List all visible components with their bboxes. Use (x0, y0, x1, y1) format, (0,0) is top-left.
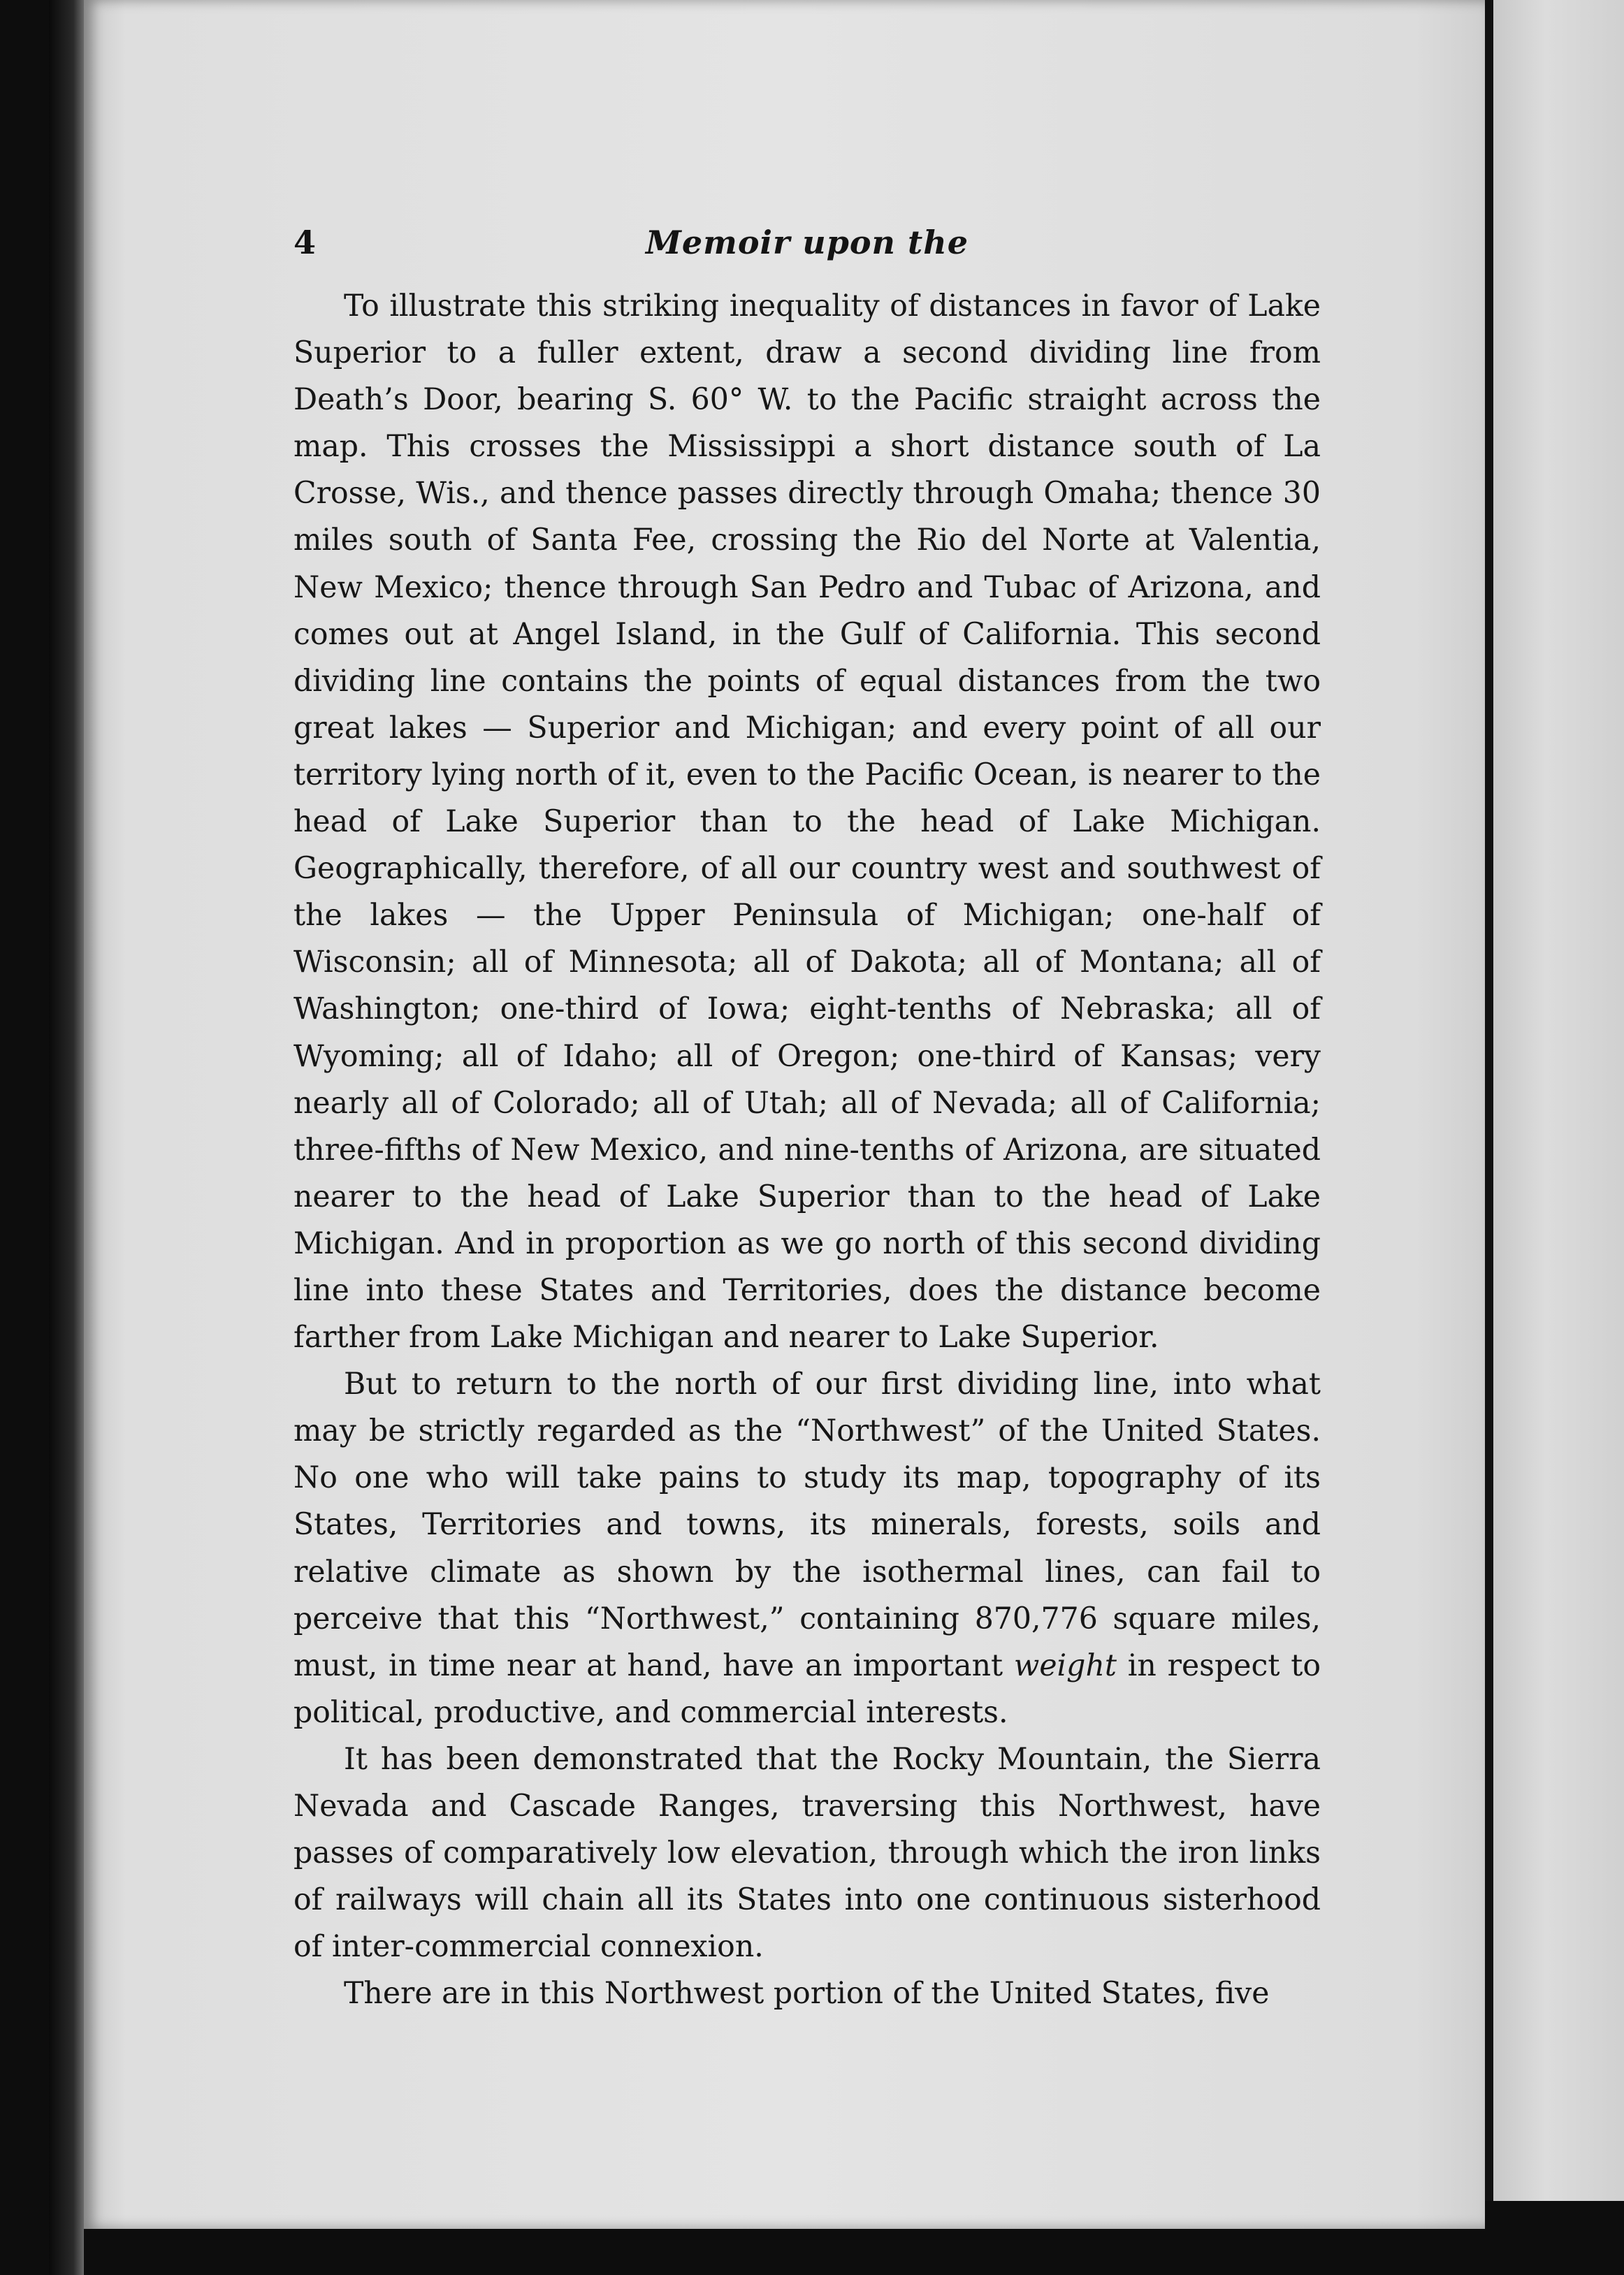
page-number: 4 (293, 224, 317, 261)
paragraph (293, 1361, 1321, 1736)
body-text (293, 283, 1321, 2017)
paragraph-text: in respect to political, productive, and commercial interests. (293, 1648, 1321, 1730)
paragraph: To illustrate this striking inequality of distances in favor of Lake Superior to a fuller extent, draw a second dividing line from Death’s Door, bearing S. 60° W. to the Pacific straight across the map. This crosses the Mississippi a short distance south of La Crosse, Wis., and thence passes directly through Omaha; thence 30 miles south of Santa Fee, crossing the Rio del Norte at Valentia, New Mexico; thence through San Pedro and Tubac of Arizona, and comes out at Angel Island, in the Gulf of California. This second dividing line contains the points of equal distances from the two great lakes — Superior and Michigan; and every point of all our territory lying north of it, even to the Pacific Ocean, is nearer to the head of Lake Superior than to the head of Lake Michigan. Geographically, therefore, of all our country west and southwest of the lakes — the Upper Peninsula of Michigan; one-half of Wisconsin; all of Minnesota; all of Dakota; all of Montana; all of Washington; one-third of Iowa; eight-tenths of Nebraska; all of Wyoming; all of Idaho; all of Oregon; one-third of Kansas; very nearly all of Colorado; all of Utah; all of Nevada; all of California; three-fifths of New Mexico, and nine-tenths of Arizona, are situated nearer to the head of Lake Superior than to the head of Lake Michigan. And in proportion as we go north of this second dividing line into these States and Territories, does the distance become farther from Lake Michigan and nearer to Lake Superior. (293, 289, 1321, 1355)
adjacent-page-edge (1493, 0, 1624, 2201)
paragraph-text: But to return to the north of our first dividing line, into what may be strictly regarded as the “Northwest” of the United States. No one who will take pains to study its map, topography of its States, Territories and towns, its minerals, forests, soils and relative climate as shown by the isothermal lines, can fail to perceive that this “Northwest,” containing 870,776 square miles, must, in time near at hand, have an important (293, 1367, 1321, 1683)
running-head: Memoir upon the (646, 224, 969, 261)
book-spine-shadow (49, 0, 84, 2275)
paragraph: There are in this Northwest portion of the United States, five (344, 1976, 1270, 2012)
emphasized-word: weight (1013, 1648, 1117, 1683)
paragraph: It has been demonstrated that the Rocky Mountain, the Sierra Nevada and Cascade Ranges, traversing this Northwest, have passes of comparatively low elevation, through which the iron links of railways will chain all its States into one continuous sisterhood of inter-commercial connexion. (293, 1741, 1321, 1965)
page-gutter (1485, 0, 1493, 2201)
page-header (293, 224, 1321, 279)
